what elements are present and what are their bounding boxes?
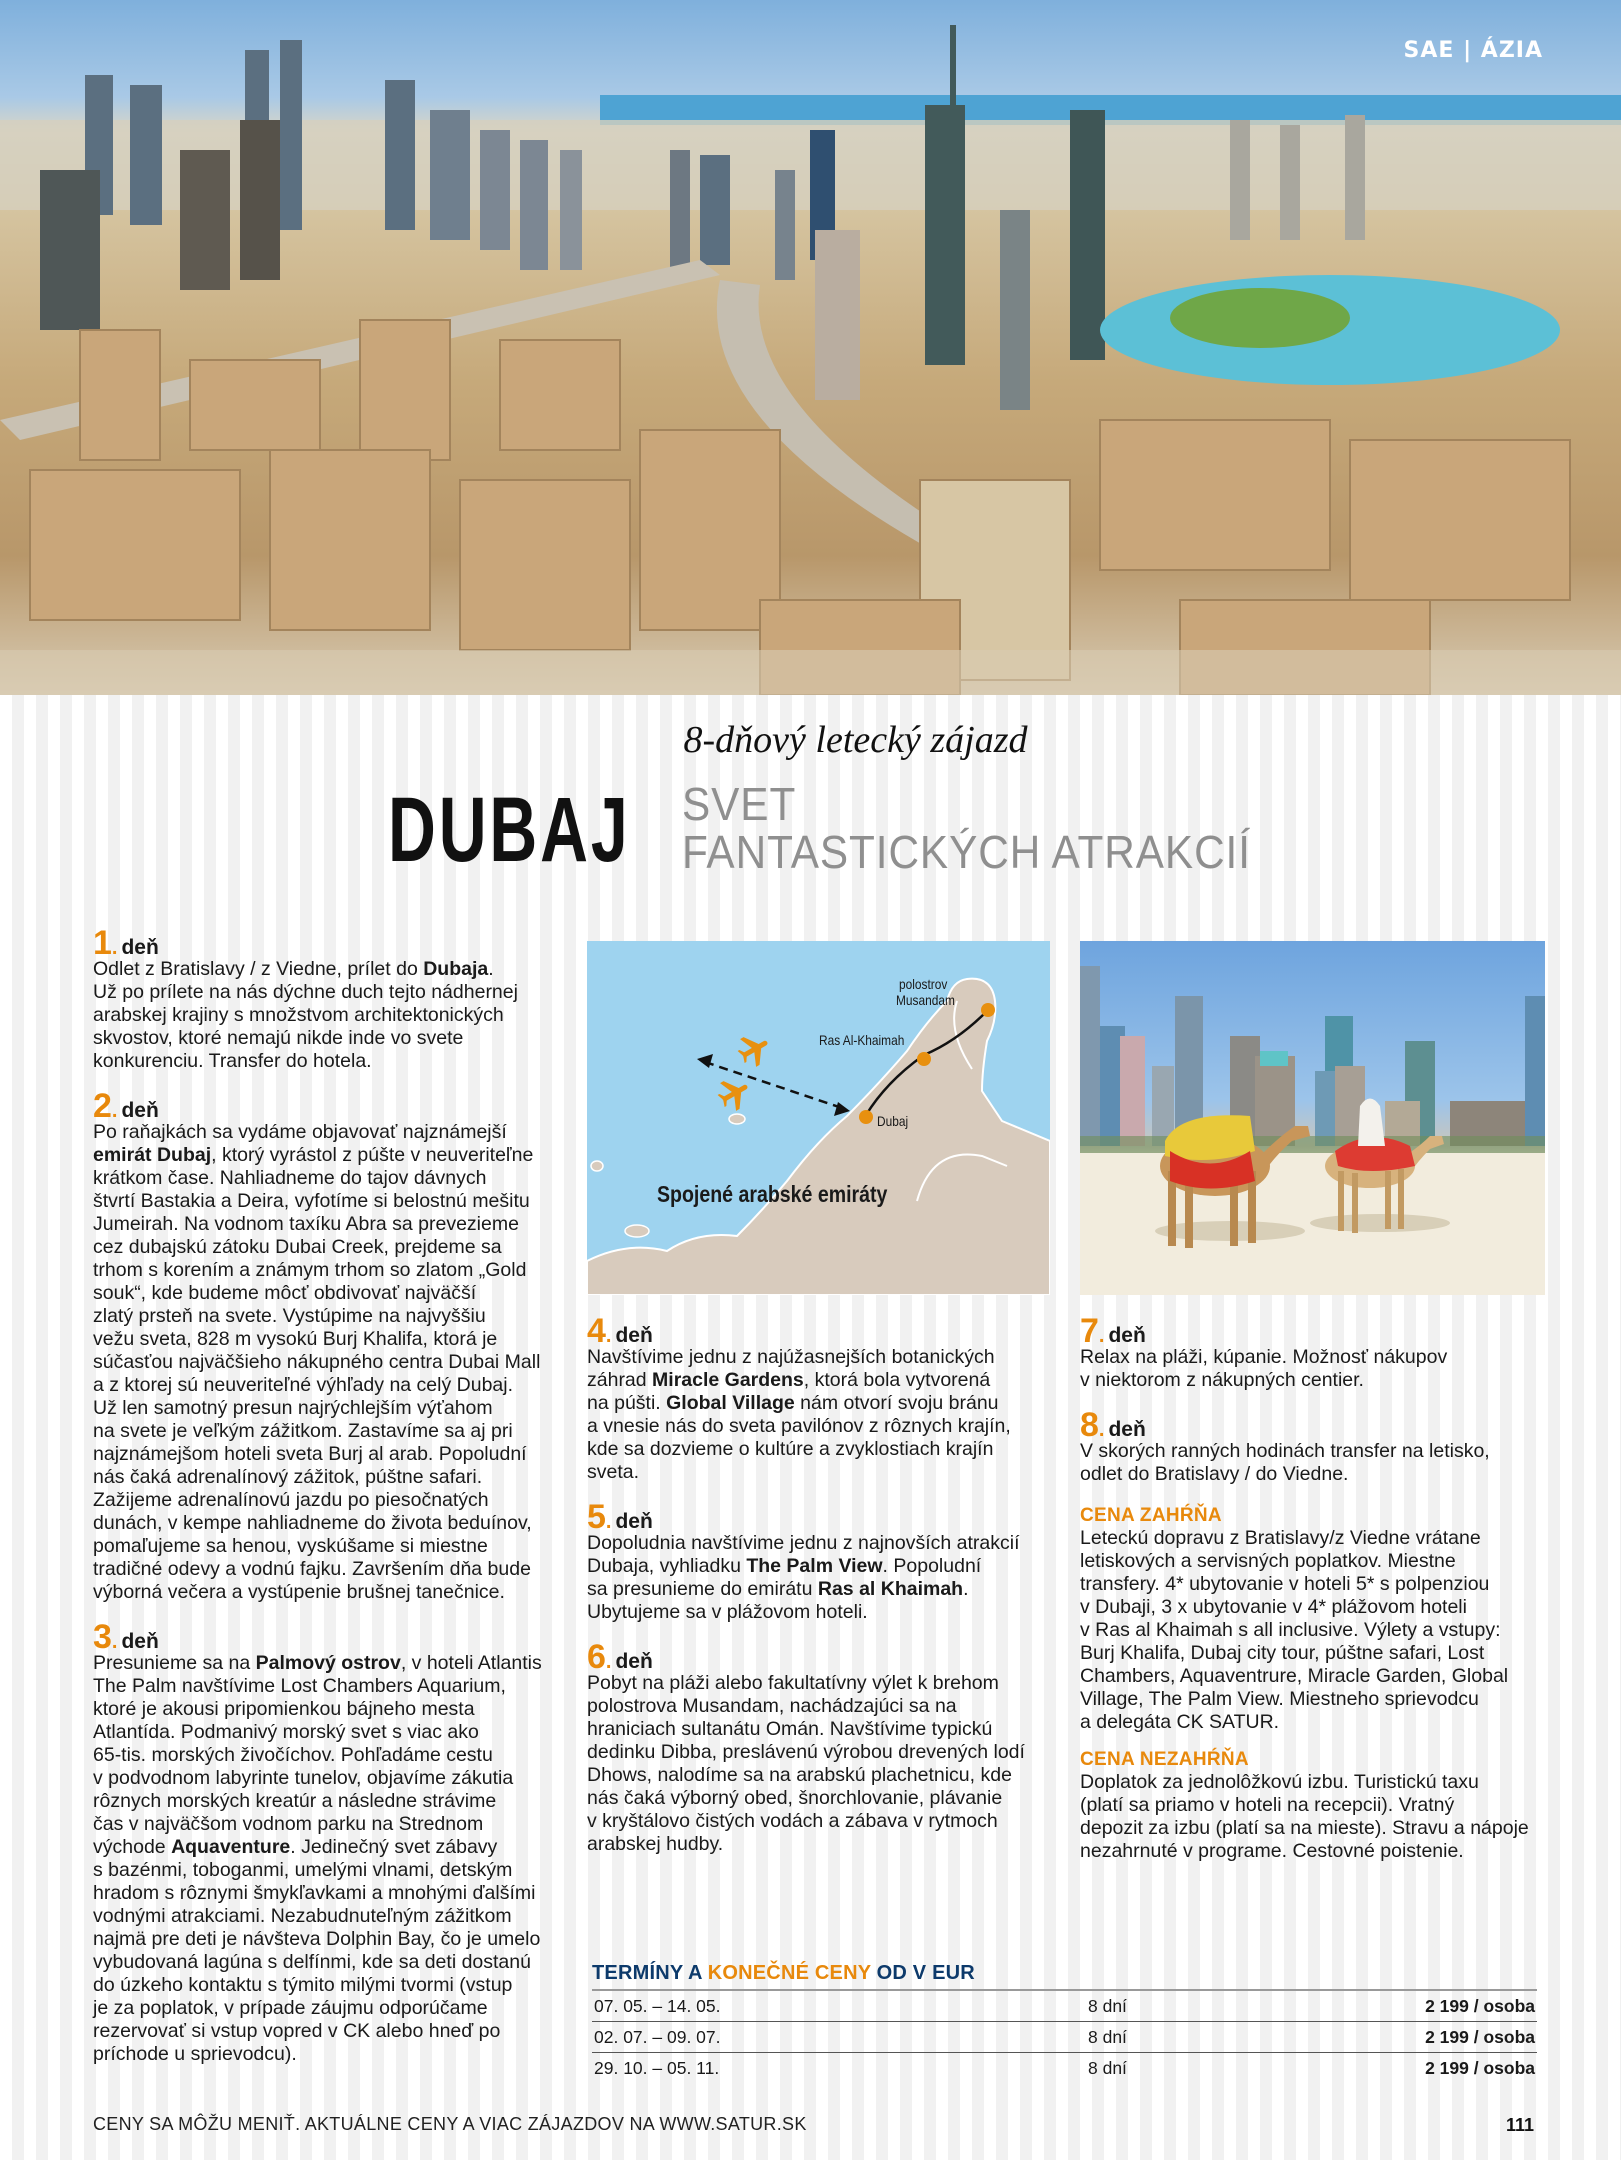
table-row [592,2053,1537,2084]
footer-note: CENY SA MÔŽU MENIŤ. AKTUÁLNE CENY A VIAC ZÁJAZDOV NA WWW.SATUR.SK [93,2114,807,2134]
destination-title: DUBAJ [388,779,631,881]
itinerary-day [1080,1312,1550,1392]
map-label-dubaj: Dubaj [877,1113,909,1129]
day-number: 8 [1080,1406,1099,1444]
region-label: SAE | ÁZIA [1403,38,1543,63]
day-description: V skorých ranných hodinách transfer na letisko, odlet do Bratislavy / do Viedne. [1080,1440,1490,1485]
day-word: deň [1108,1324,1146,1347]
term-dates: 07. 05. – 14. 05. [594,1995,721,2016]
term-dates: 02. 07. – 09. 07. [594,2026,721,2047]
marker-dubaj [859,1110,873,1124]
day-heading: 6 . deň [587,1638,653,1676]
hero-image-dubai-skyline [0,0,1621,695]
trip-subtitle: 8-dňový letecký zájazd [683,719,1028,761]
day-word: deň [121,1630,159,1653]
map-label-musandam: polostrov [899,976,948,992]
itinerary-day [587,1312,1057,1484]
day-word: deň [615,1510,653,1533]
marker-ras-al-khaimah [917,1052,931,1066]
itinerary-column-2 [587,1312,1057,1874]
price-includes-text: Leteckú dopravu z Bratislavy/z Viedne vrátane letiskových a servisných poplatkov. Miestne transfery. 4* ubytovanie v hoteli 5* s polpenziou v Dubaji, 3 x ubytovanie v 4* plážovom hoteli v Ras al Khaimah s all inclusive. Výlety a vstupy: Burj Khalifa, Dubaj city tour, púštne safari, Lost Chambers, Aquaventrure, Miracle Garden, Global Village, The Palm View. Miestneho sprievodcu a delegáta CK SATUR. [1080,1527,1509,1733]
table-title-accent: KONEČNÉ CENY [707,1962,871,1984]
day-description: Presunieme sa na Palmový ostrov, v hoteli Atlantis The Palm navštívime Lost Chambers Aquarium, ktoré je akousi pripomienkou bájneho mesta Atlantída. Podmanivý morský svet s viac ako 65-tis. morských živočíchov. Pohľadáme cestu v podvodnom labyrinte tunelov, objavíme zákutia rôznych morských kreatúr a následne strávime čas v najväčšom vodnom parku na Strednom východe Aquaventure. Jedinečný svet zábavy s bazénmi, toboganmi, umelými vlnami, detským hradom s rôznymi šmykľavkami a mnohými ďalšími vodnými atrakciami. Nezabudnuteľným zážitkom najmä pre deti je návšteva Dolphin Bay, čo je umelo vybudovaná lagúna s delfínmi, kde sa deti dostanú do úzkeho kontaktu s týmito milými tvormi (vstup je za poplatok, v prípade záujmu odporúčame rezervovať si vstup vopred v CK alebo hneď po príchode u sprievodcu). [93,1652,542,2065]
day-heading: 1 . deň [93,924,159,962]
term-dates: 29. 10. – 05. 11. [594,2058,720,2078]
page-number: 111 [1505,2115,1534,2135]
day-word: deň [1108,1418,1146,1441]
day-heading: 4 . deň [587,1312,653,1350]
itinerary-day [93,1087,573,1604]
table-title-part-1: TERMÍNY A [592,1962,708,1984]
marker-musandam [981,1003,995,1017]
day-heading: 7 . deň [1080,1312,1146,1350]
term-duration: 8 dní [1088,1995,1127,2016]
map-land [587,979,1050,1295]
day-description: Navštívime jednu z najúžasnejších botanických záhrad Miracle Gardens, ktorá bola vytvorená na púšti. Global Village nám otvorí svoju bránu a vnesie nás do sveta pavilónov z rôznych krajín, kde sa dozvieme o kultúre a zvyklostiach krajín sveta. [587,1346,1011,1483]
itinerary-day [93,1618,573,2066]
day-description: Po raňajkách sa vydáme objavovať najznámejší emirát Dubaj, ktorý vyrástol z púšte v neuveriteľne krátkom čase. Nahliadneme do tajov dávnych štvrtí Bastakia a Deira, vyfotíme si belostnú mešitu Jumeirah. Na vodnom taxíku Abra sa prevezieme cez dubajskú zátoku Dubai Creek, prejdeme sa trhom s korením a známym trhom so zlatom „Gold souk“, kde budeme môcť obdivovať najväčší zlatý prsteň na svete. Vystúpime na najvyššiu vežu sveta, 828 m vysokú Burj Khalifa, ktorá je súčasťou najväčšieho nákupného centra Dubai Mall a z ktorej sú neuveriteľné výhľady na celý Dubaj. Už len samotný presun najrýchlejším výťahom na svete je veľkým zážitkom. Zastavíme sa aj pri najznámejšom hoteli sveta Burj al arab. Popoludní nás čaká adrenalínový zážitok, púštne safari. Zažijeme adrenalínovú jazdu po piesočnatých dunách, v kempe nahliadneme do života beduínov, pomaľujeme sa henou, vyskúšame si miestne tradičné odevy a vodnú fajku. Završením dňa bude výborná večera a vystúpenie brušnej tanečnice. [93,1121,541,1603]
term-price: 2 199 / osoba [1425,2026,1535,2047]
map-label-ras-al-khaimah: Ras Al-Khaimah [819,1032,905,1048]
table-title [592,1962,1537,1991]
itinerary-column-1 [93,924,573,2084]
itinerary-day [1080,1406,1550,1486]
tagline-line-2: FANTASTICKÝCH ATRAKCIÍ [682,826,1251,878]
day-number: 7 [1080,1312,1099,1350]
day-word: deň [615,1650,653,1673]
day-heading: 3 . deň [93,1618,159,1656]
day-heading: 5 . deň [587,1498,653,1536]
day-number: 3 [93,1618,112,1656]
tagline-line-1: SVET [682,778,797,830]
table-title-part-3: OD V EUR [870,1962,975,1984]
term-duration: 8 dní [1088,2058,1127,2078]
price-excludes-heading: CENA NEZAHŔŇA [1080,1749,1249,1770]
day-word: deň [121,1099,159,1122]
table-row [592,1991,1537,2022]
map-title: Spojené arabské emiráty [657,1181,888,1207]
itinerary-day [93,924,573,1073]
day-description: Odlet z Bratislavy / z Viedne, prílet do Dubaja. Už po prílete na nás dýchne duch tejto nádhernej arabskej krajiny s množstvom architektonických skvostov, ktoré nemajú nikde inde vo svete konkurenciu. Transfer do hotela. [93,958,518,1072]
airplane-icon [713,1072,755,1115]
day-number: 4 [587,1312,606,1350]
dates-prices-table [592,1962,1537,2084]
day-heading: 2 . deň [93,1087,159,1125]
day-word: deň [615,1324,653,1347]
itinerary-day [587,1638,1057,1856]
day-number: 2 [93,1087,112,1125]
term-duration: 8 dní [1088,2026,1127,2047]
day-number: 1 [93,924,112,962]
page-title [388,778,1300,881]
skyline-illustration [0,0,1621,695]
price-excludes-text: Doplatok za jednolôžkovú izbu. Turistickú taxu (platí sa priamo v hoteli na recepcii). Vratný depozit za izbu (platí sa na mieste). Stravu a nápoje nezahrnuté v programe. Cestovné poistenie. [1080,1771,1529,1862]
day-description: Relax na pláži, kúpanie. Možnosť nákupov v niektorom z nákupných centier. [1080,1346,1448,1391]
table-row [592,2022,1537,2053]
title-tagline [682,780,1300,876]
day-word: deň [121,936,159,959]
day-heading: 8 . deň [1080,1406,1146,1444]
day-description: Dopoludnia navštívime jednu z najnovších atrakcií Dubaja, vyhliadku The Palm View. Popoludní sa presunieme do emirátu Ras al Khaimah. Ubytujeme sa v plážovom hoteli. [587,1532,1020,1623]
route-map [587,941,1050,1295]
day-description: Pobyt na pláži alebo fakultatívny výlet k brehom polostrova Musandam, nachádzajúci sa na hraniciach sultanátu Omán. Navštívime typickú dedinku Dibba, preslávenú výrobou drevených lodí Dhows, nalodíme sa na arabskú plachetnicu, kde nás čaká výborný obed, šnorchlovanie, plávanie v kryštálovo čistých vodách a zábava v rytmoch arabskej hudby. [587,1672,1025,1855]
map-label-musandam-2: Musandam [896,992,955,1008]
term-price: 2 199 / osoba [1425,2058,1535,2078]
day-number: 6 [587,1638,606,1676]
airplane-icon [733,1028,775,1071]
price-includes-heading: CENA ZAHŔŇA [1080,1505,1222,1526]
day-number: 5 [587,1498,606,1536]
camels-beach-photo [1080,941,1545,1295]
itinerary-day [587,1498,1057,1624]
itinerary-column-3 [1080,1312,1550,1873]
term-price: 2 199 / osoba [1425,1995,1535,2016]
